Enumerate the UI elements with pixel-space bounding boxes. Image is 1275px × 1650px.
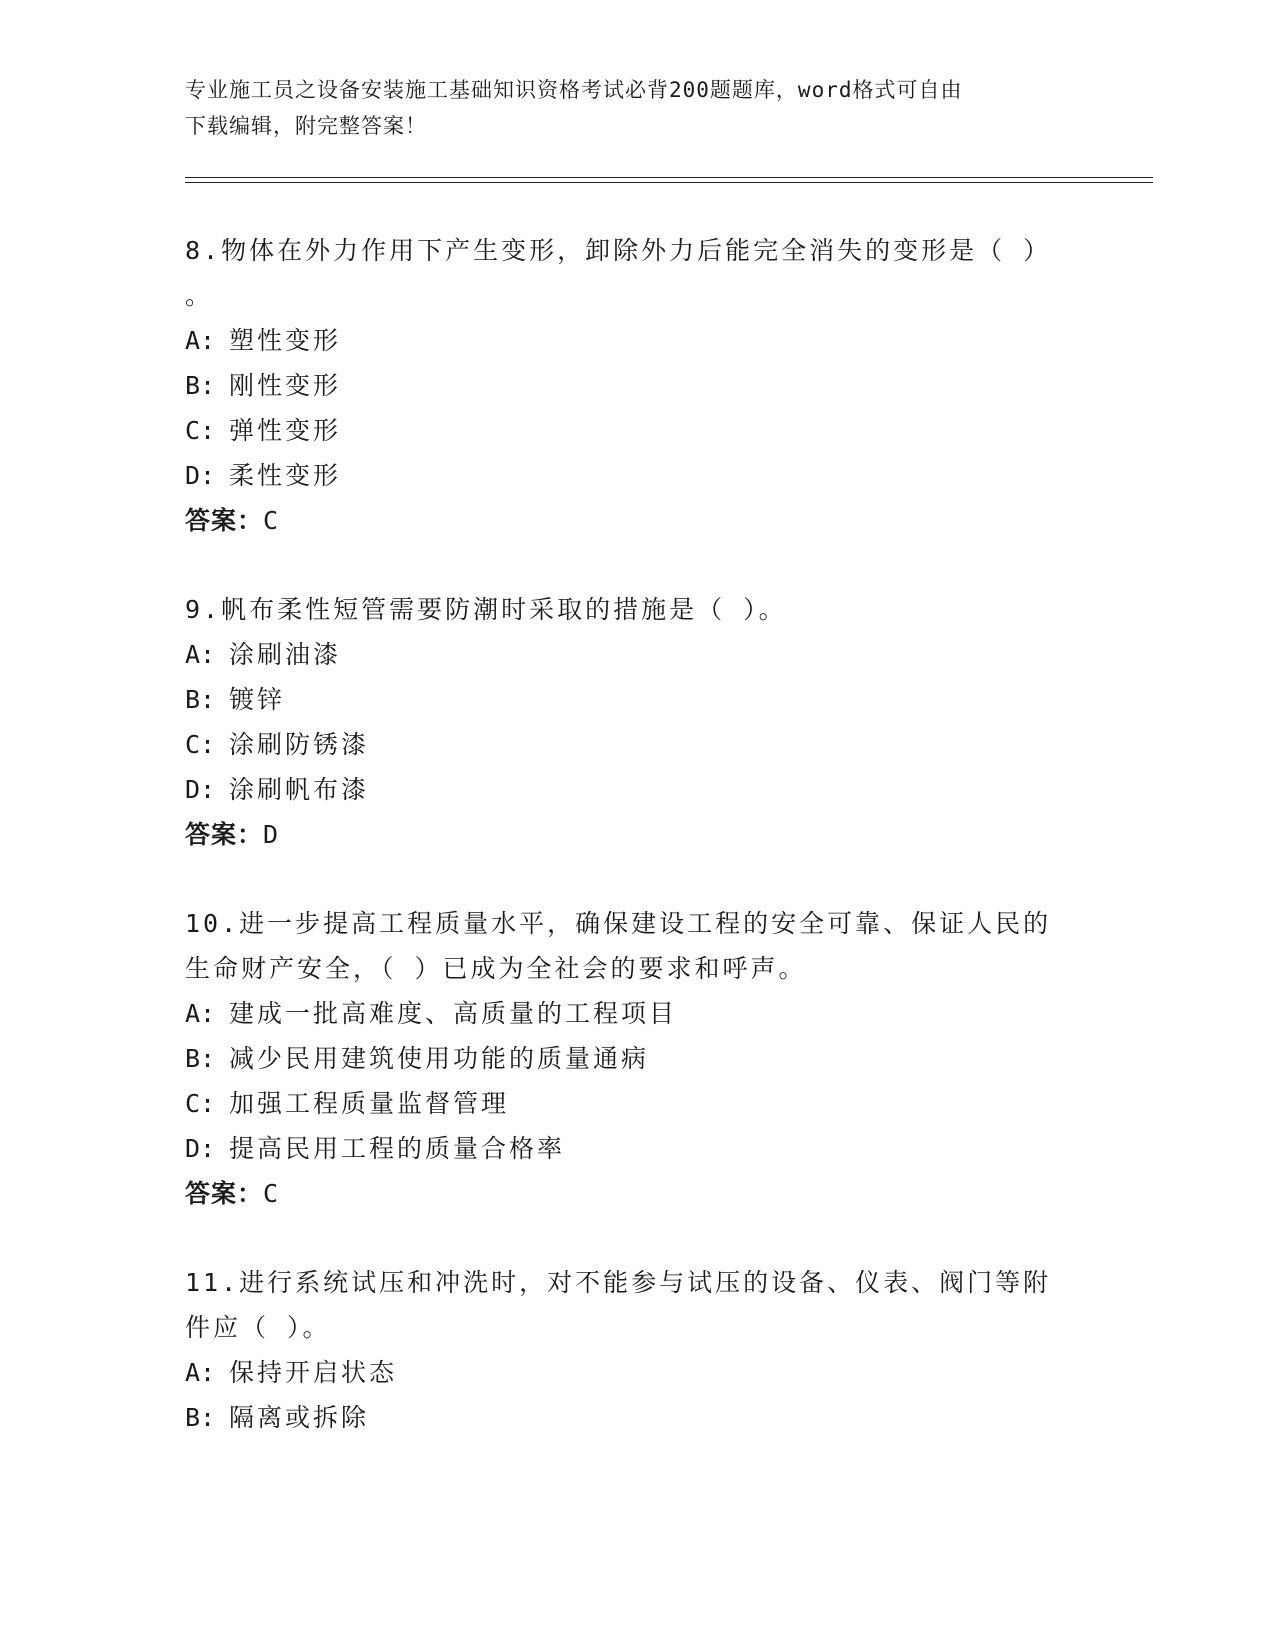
question-stem-continuation: 。 [185, 281, 214, 310]
question-spacer [185, 543, 1085, 587]
option-a [185, 318, 1085, 363]
header-rule-bottom [185, 182, 1153, 183]
question-stem: 10.进一步提高工程质量水平，确保建设工程的安全可靠、保证人民的 [185, 909, 1052, 938]
answer-value: C [263, 1179, 279, 1208]
header-rule-top [185, 177, 1153, 178]
option-a [185, 991, 1085, 1036]
option-b [185, 677, 1085, 722]
option-b [185, 1395, 1085, 1440]
option-text: 塑性变形 [229, 326, 342, 355]
question-8 [185, 228, 1085, 543]
option-text: 提高民用工程的质量合格率 [229, 1134, 566, 1163]
option-text: 涂刷帆布漆 [229, 775, 370, 804]
option-b [185, 1036, 1085, 1081]
question-10 [185, 901, 1085, 1216]
header-title-line-2: 下载编辑，附完整答案！ [185, 114, 427, 138]
option-key: D: [185, 1134, 216, 1163]
option-key: A: [185, 640, 216, 669]
question-stem: 9.帆布柔性短管需要防潮时采取的措施是（ ）。 [185, 595, 787, 624]
question-stem-continuation: 件应（ ）。 [185, 1313, 331, 1342]
option-text: 柔性变形 [229, 461, 342, 490]
question-stem: 11.进行系统试压和冲洗时，对不能参与试压的设备、仪表、阀门等附 [185, 1268, 1052, 1297]
option-key: B: [185, 685, 216, 714]
option-d [185, 767, 1085, 812]
option-key: B: [185, 371, 216, 400]
option-text: 涂刷防锈漆 [229, 730, 370, 759]
question-spacer [185, 1216, 1085, 1260]
header-title-line-1: 专业施工员之设备安装施工基础知识资格考试必背200题题库，word格式可自由 [185, 78, 963, 102]
option-text: 加强工程质量监督管理 [229, 1089, 510, 1118]
option-c [185, 722, 1085, 767]
option-a [185, 1350, 1085, 1395]
option-text: 减少民用建筑使用功能的质量通病 [229, 1044, 650, 1073]
option-c [185, 1081, 1085, 1126]
option-key: A: [185, 999, 216, 1028]
option-text: 隔离或拆除 [229, 1403, 370, 1432]
question-list [185, 228, 1085, 1440]
option-text: 弹性变形 [229, 416, 342, 445]
answer-line [185, 812, 1085, 857]
option-key: D: [185, 461, 216, 490]
option-key: D: [185, 775, 216, 804]
option-key: C: [185, 730, 216, 759]
document-header [185, 72, 1065, 144]
option-d [185, 1126, 1085, 1171]
question-11 [185, 1260, 1085, 1440]
option-d [185, 453, 1085, 498]
option-c [185, 408, 1085, 453]
option-key: C: [185, 1089, 216, 1118]
question-stem: 8.物体在外力作用下产生变形，卸除外力后能完全消失的变形是（ ） [185, 236, 1052, 265]
question-9 [185, 587, 1085, 857]
option-key: A: [185, 1358, 216, 1387]
question-spacer [185, 857, 1085, 901]
option-text: 刚性变形 [229, 371, 342, 400]
option-key: B: [185, 1403, 216, 1432]
option-text: 建成一批高难度、高质量的工程项目 [229, 999, 678, 1028]
answer-line [185, 498, 1085, 543]
option-b [185, 363, 1085, 408]
option-text: 镀锌 [229, 685, 286, 714]
question-stem-continuation: 生命财产安全，（ ）已成为全社会的要求和呼声。 [185, 954, 807, 983]
answer-label: 答案： [185, 1179, 264, 1208]
option-key: A: [185, 326, 216, 355]
option-text: 保持开启状态 [229, 1358, 398, 1387]
option-key: C: [185, 416, 216, 445]
answer-label: 答案： [185, 820, 264, 849]
answer-line [185, 1171, 1085, 1216]
option-key: B: [185, 1044, 216, 1073]
answer-value: D [263, 820, 279, 849]
option-a [185, 632, 1085, 677]
answer-value: C [263, 506, 279, 535]
option-text: 涂刷油漆 [229, 640, 342, 669]
answer-label: 答案： [185, 506, 264, 535]
